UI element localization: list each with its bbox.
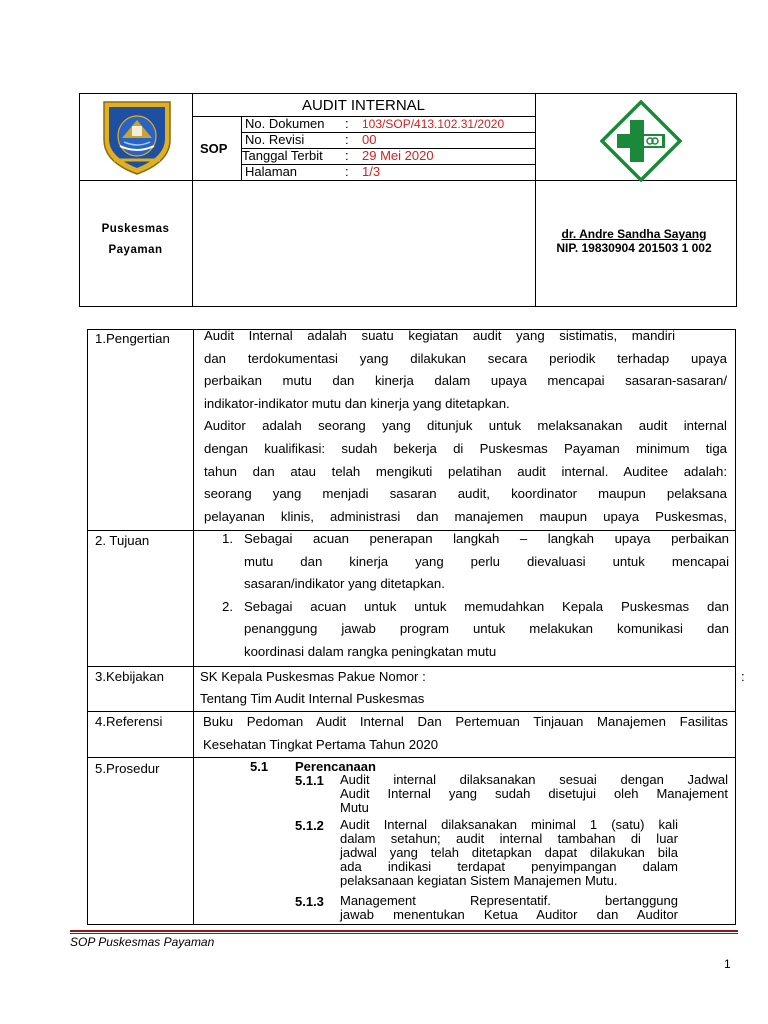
prosedur-step-num: 5.1.3	[295, 894, 324, 909]
prosedur-step-num: 5.1.2	[295, 818, 324, 833]
row-label-tujuan: 2. Tujuan	[95, 533, 150, 548]
regency-logo	[98, 96, 176, 176]
sop-label: SOP	[200, 141, 228, 156]
prosedur-step-text: Management Representatif. bertanggung jawab menentukan Ketua Auditor dan Auditor	[340, 893, 678, 922]
prosedur-step-text: Audit Internal dilaksanakan minimal 1 (satu) kali dalam setahun; audit internal tambahan di luar jadwal yang telah ditetapkan dapat dilakukan bila ada indikasi terdapat penyimpangan dalam pelaksanaan kegiatan Sistem Manajemen Mutu.	[340, 817, 678, 888]
signer-name: dr. Andre Sandha Sayang	[561, 227, 707, 241]
tujuan-list	[204, 528, 729, 664]
org-name-line2: Payaman	[108, 244, 163, 256]
kebijakan-line1: SK Kepala Puskesmas Pakue Nomor :	[200, 669, 426, 684]
row-label-kebijakan: 3.Kebijakan	[95, 669, 164, 684]
prosedur-heading-num: 5.1	[250, 759, 269, 774]
footer-text: SOP Puskesmas Payaman	[70, 935, 215, 949]
puskesmas-logo	[600, 100, 682, 182]
page-number: 1	[724, 957, 731, 971]
prosedur-step-num: 5.1.1	[295, 773, 324, 788]
signer-nip: NIP. 19830904 201503 1 002	[556, 241, 712, 255]
row-label-referensi: 4.Referensi	[95, 714, 163, 729]
pengertian-text: Audit Internal adalah suatu kegiatan audit yang sistimatis, mandiri dan terdokumentasi yang dilakukan secara periodik terhadap upaya perbaikan mutu dan kinerja dalam upaya mencapai sasaran-sasaran/ indikator-indikator mutu dan kinerja yang ditetapkan. Auditor adalah seorang yang ditunjuk untuk melaksanakan audit internal dengan kualifikasi: sudah bekerja di Puskesmas Payaman minimum tiga tahun dan atau telah mengikuti pelatihan audit internal. Auditee adalah: seorang yang menjadi sasaran audit, koordinator maupun pelaksana pelayanan klinis, administrasi dan manajemen maupun upaya Puskesmas,	[204, 328, 727, 524]
referensi-text: Buku Pedoman Audit Internal Dan Pertemuan Tinjauan Manajemen Fasilitas Kesehatan Tingkat Pertama Tahun 2020	[203, 714, 728, 752]
prosedur-heading-text: Perencanaan	[295, 759, 376, 774]
prosedur-step-text: Audit internal dilaksanakan sesuai dengan Jadwal Audit Internal yang sudah disetujui oleh Manajement Mutu	[340, 772, 728, 815]
document-title: AUDIT INTERNAL	[301, 97, 426, 114]
row-label-pengertian: 1.Pengertian	[95, 331, 170, 346]
row-label-prosedur: 5.Prosedur	[95, 761, 160, 776]
kebijakan-line2: Tentang Tim Audit Internal Puskesmas	[200, 691, 425, 706]
org-name-line1: Puskesmas	[101, 223, 170, 235]
tujuan-item: 2. Sebagai acuan untuk untuk memudahkan Kepala Puskesmas dan penanggung jawab program untuk melakukan komunikasi dan koordinasi dalam rangka peningkatan mutu	[222, 598, 729, 659]
kebijakan-colon: :	[741, 669, 745, 684]
tujuan-item: 1. Sebagai acuan penerapan langkah – langkah upaya perbaikan mutu dan kinerja yang perlu dievaluasi untuk mencapai sasaran/indikator yang ditetapkan.	[222, 531, 729, 592]
